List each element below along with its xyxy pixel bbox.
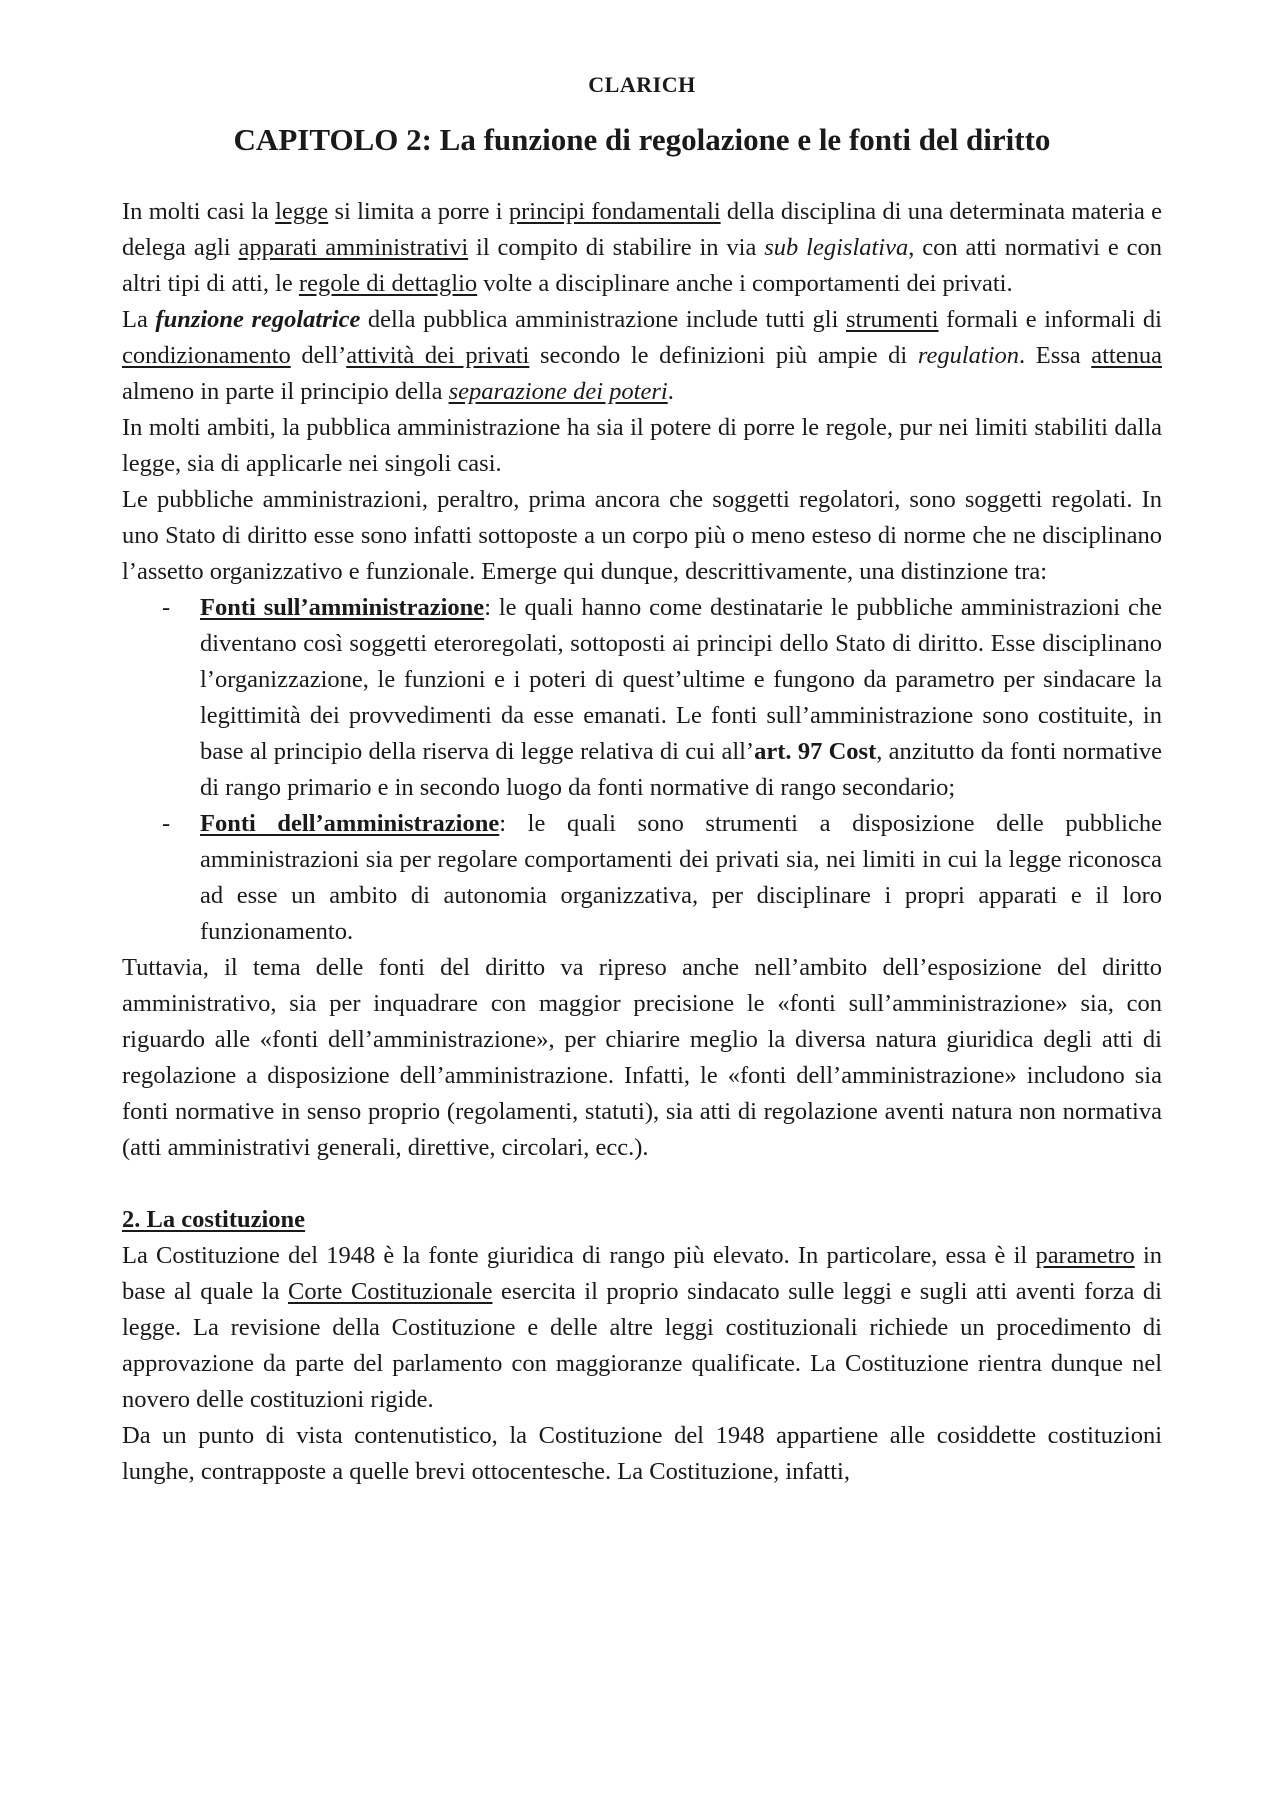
text: il compito di stabilire in via: [468, 234, 765, 261]
term-legge: legge: [275, 198, 329, 225]
text: secondo le definizioni più ampie di: [529, 342, 918, 369]
term-corte-costituzionale: Corte Costituzionale: [288, 1278, 493, 1305]
text: La: [122, 306, 156, 333]
text: dell’: [290, 342, 347, 369]
text: almeno in parte il principio della: [122, 378, 449, 405]
paragraph-4: Le pubbliche amministrazioni, peraltro, prima ancora che soggetti regolatori, sono soggetti regolati. In uno Stato di diritto esse sono infatti sottoposte a un corpo più o meno esteso di norme che ne disciplinano l’assetto organizzativo e funzionale. Emerge qui dunque, descrittivamente, una distinzione tra:: [122, 486, 1162, 585]
text: si limita a porre i: [328, 198, 509, 225]
dash-bullet: -: [162, 594, 171, 621]
paragraph-5: Tuttavia, il tema delle fonti del diritto va ripreso anche nell’ambito dell’esposizione del diritto amministrativo, sia per inquadrare con maggior precisione le «fonti sull’amministrazione» sia, con riguardo alle «fonti dell’amministrazione», per chiarire meglio la diversa natura giuridica degli atti di regolazione a disposizione dell’amministrazione. Infatti, le «fonti dell’amministrazione» includono sia fonti normative in senso proprio (regolamenti, statuti), sia atti di regolazione aventi natura non normativa (atti amministrativi generali, direttive, circolari, ecc.).: [122, 954, 1162, 1161]
item-label-fonti-dell-amministrazione: Fonti dell’amministrazione: [200, 810, 500, 837]
text: , con atti normativi e con altri tipi di atti, le: [122, 234, 1163, 297]
text: La Costituzione del 1948 è la fonte giuridica di rango più elevato. In particolare, essa è il: [122, 1242, 1036, 1269]
text: della pubblica amministrazione include tutti gli: [360, 306, 846, 333]
chapter-title: CAPITOLO 2: La funzione di regolazione e le fonti del diritto: [233, 122, 1051, 157]
text: esercita il proprio sindacato sulle leggi e sugli atti aventi forza di legge. La revisione della Costituzione e delle altre leggi costituzionali richiede un procedimento di approvazione da parte del parlamento con maggioranze qualificate. La Costituzione rientra dunque nel novero delle costituzioni rigide.: [122, 1278, 1162, 1413]
term-funzione-regolatrice: funzione regolatrice: [155, 306, 361, 333]
term-sub-legislativa: sub legislativa: [764, 234, 909, 261]
text: volte a disciplinare anche i comportamenti dei privati.: [477, 270, 1013, 297]
list-item: [122, 590, 1162, 806]
term-parametro: parametro: [1035, 1242, 1135, 1269]
term-regole-di-dettaglio: regole di dettaglio: [298, 270, 478, 297]
term-apparati-amministrativi: apparati amministrativi: [238, 234, 469, 261]
term-regulation: regulation: [917, 342, 1020, 369]
section-2-paragraph-2: Da un punto di vista contenutistico, la Costituzione del 1948 appartiene alle cosiddette costituzioni lunghe, contrapposte a quelle brevi ottocentesche. La Costituzione, infatti,: [122, 1422, 1162, 1485]
text: . Essa: [1019, 342, 1092, 369]
section-heading: 2. La costituzione: [122, 1206, 306, 1233]
sources-list: [122, 590, 1162, 950]
document-page: [122, 70, 1162, 1490]
running-header: CLARICH: [588, 72, 696, 97]
term-art-97-cost: art. 97 Cost: [754, 738, 877, 765]
paragraph-2: [122, 302, 1162, 410]
term-condizionamento: condizionamento: [122, 342, 291, 369]
text: formali e informali di: [938, 306, 1162, 333]
item-label-fonti-sull-amministrazione: Fonti sull’amministrazione: [200, 594, 485, 621]
text: : le quali sono strumenti a disposizione delle pubbliche amministrazioni sia per regolare comportamenti dei privati sia, nei limiti in cui la legge riconosca ad esse un ambito di autonomia organizzativa, per disciplinare i propri apparati e il loro funzionamento.: [200, 810, 1162, 945]
term-attivita-dei-privati: attività dei privati: [346, 342, 530, 369]
list-item: [122, 806, 1162, 950]
dash-bullet: -: [162, 810, 171, 837]
section-2-paragraph-1: [122, 1238, 1162, 1418]
text: .: [667, 378, 674, 405]
text: : le quali hanno come destinatarie le pubbliche amministrazioni che diventano così soggetti eteroregolati, sottoposti ai principi dello Stato di diritto. Esse disciplinano l’organizzazione, le funzioni e i poteri di quest’ultime e fungono da parametro per sindacare la legittimità dei provvedimenti da esse emanati. Le fonti sull’amministrazione sono costituite, in base al principio della riserva di legge relativa di cui all’: [200, 594, 1162, 765]
term-separazione-dei-poteri: separazione dei poteri: [448, 378, 668, 405]
term-attenua: attenua: [1091, 342, 1162, 369]
text: della disciplina di una determinata materia e delega agli: [122, 198, 1162, 261]
text: in base al quale la: [122, 1242, 1162, 1305]
paragraph-1: [122, 194, 1162, 302]
term-strumenti: strumenti: [845, 306, 939, 333]
text: In molti casi la: [122, 198, 276, 225]
text: , anzitutto da fonti normative di rango primario e in secondo luogo da fonti normative di rango secondario;: [200, 738, 1163, 801]
paragraph-3: In molti ambiti, la pubblica amministrazione ha sia il potere di porre le regole, pur nei limiti stabiliti dalla legge, sia di applicarle nei singoli casi.: [122, 414, 1162, 477]
term-principi-fondamentali: principi fondamentali: [508, 198, 721, 225]
